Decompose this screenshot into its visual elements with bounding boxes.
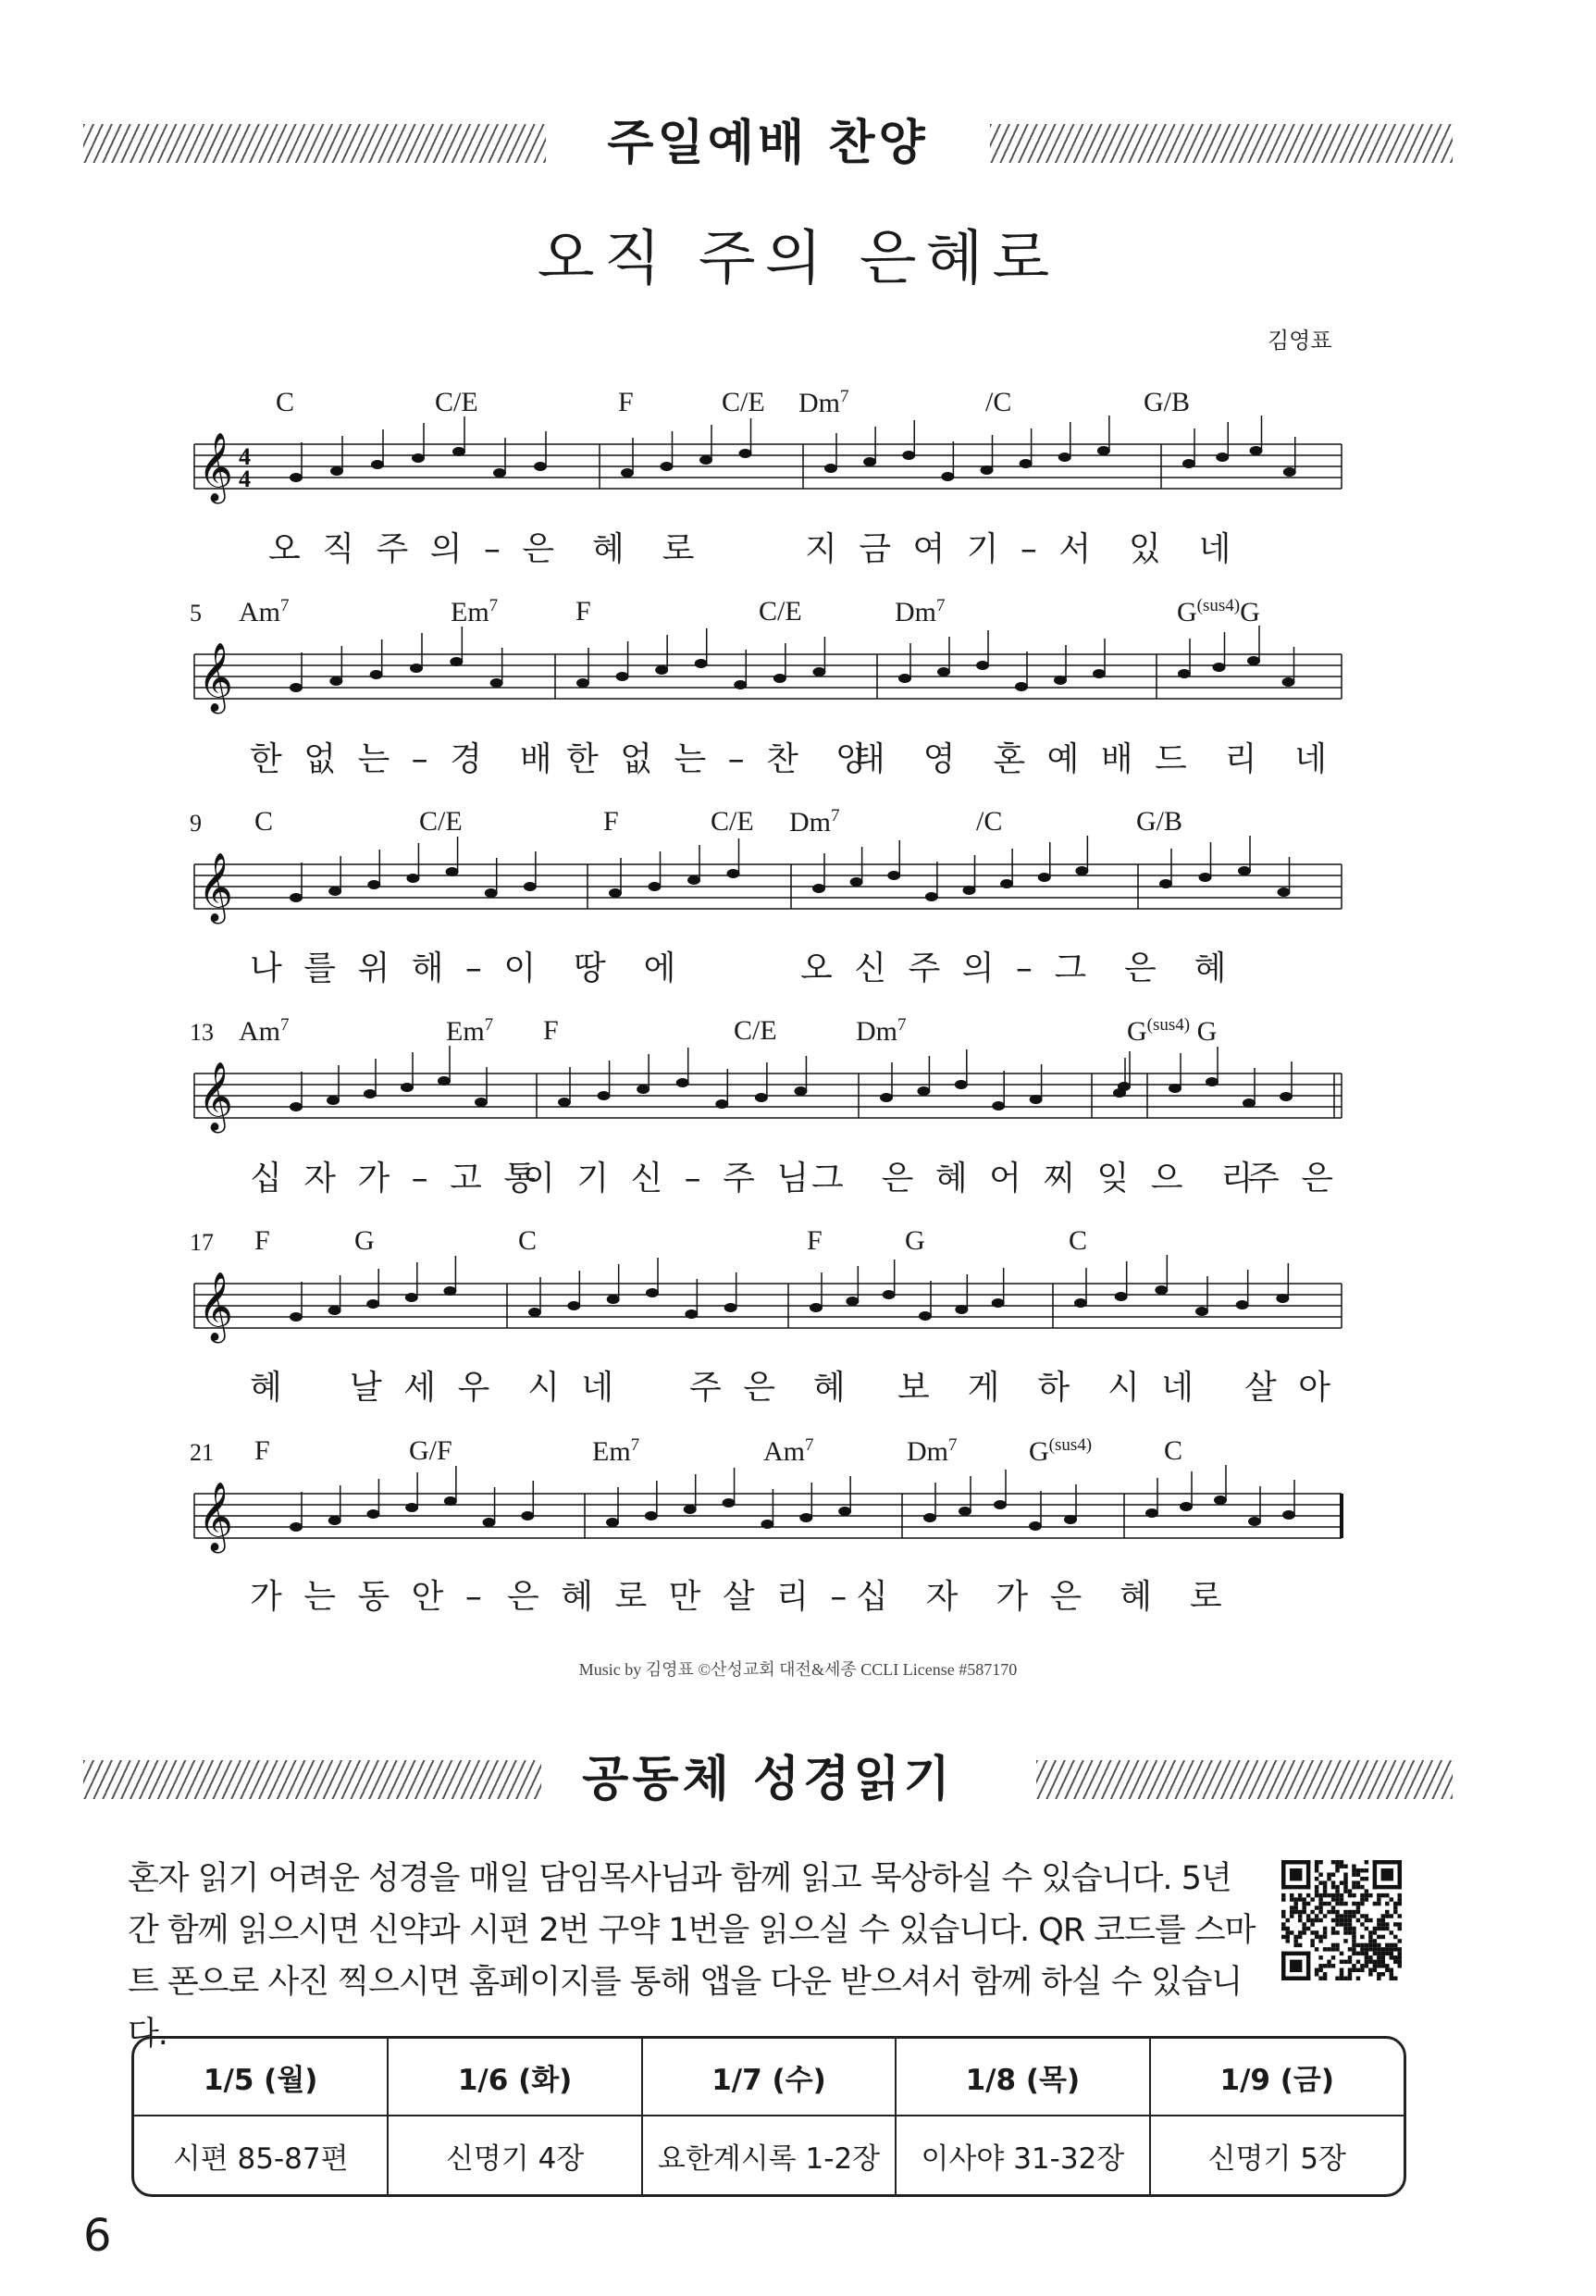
schedule-date: 1/7 (수) <box>642 2039 896 2116</box>
chord: Am$^7$ <box>763 1435 814 1467</box>
chord: F <box>618 387 634 417</box>
measure-number: 21 <box>190 1439 214 1466</box>
bible-reading-description: 혼자 읽기 어려운 성경을 매일 담임목사님과 함께 읽고 묵상하실 수 있습니다. 5년간 함께 읽으시면 신약과 시편 2번 구약 1번을 읽으실 수 있습니다. QR 코드를 스마트 폰으로 사진 찍으시면 홈페이지를 통해 앱을 다운 받으셔서 함께 하실 수 있습니다. <box>128 1860 1256 2053</box>
measure-number: 17 <box>190 1229 214 1256</box>
schedule-reading: 신명기 5장 <box>1150 2116 1404 2194</box>
chord: C <box>1069 1225 1088 1256</box>
schedule-reading: 시편 85-87편 <box>134 2116 388 2194</box>
chord: C <box>254 806 274 837</box>
measure-number: 9 <box>190 810 202 837</box>
svg-text:𝄞: 𝄞 <box>198 1062 233 1131</box>
chord: Dm$^7$ <box>907 1435 958 1467</box>
lyric-line: 나 를 위 해 – 이 땅 에 <box>250 949 682 987</box>
lyric-line: 지 금 여 기 – 서 있 네 <box>805 530 1237 568</box>
lyric-line: 십 자 가 – 고 통 <box>250 1160 542 1198</box>
measure-number: 5 <box>190 600 202 627</box>
chord: G/B <box>1136 806 1183 837</box>
copyright-credit: Music by 김영표 ©산성교회 대전&세종 CCLI License #587170 <box>578 1660 1018 1679</box>
lyric-line: 십 자 가 은 혜 로 <box>856 1578 1228 1616</box>
qr-code-icon[interactable] <box>1281 1860 1402 1980</box>
chord: Em$^7$ <box>446 1015 494 1047</box>
chord: Em$^7$ <box>451 596 499 627</box>
chord: C <box>518 1225 538 1256</box>
lyric-line: 주 은 <box>1247 1160 1339 1198</box>
chord: Am$^7$ <box>239 596 290 627</box>
chord: C/E <box>722 387 765 417</box>
chord: C <box>276 387 295 417</box>
lyric-line: 날 세 우 시 네 <box>350 1369 620 1407</box>
lyric-line: 은 혜 로 만 살 리 – <box>507 1578 853 1616</box>
chord: $G^{(sus4)}$ <box>1029 1435 1093 1467</box>
svg-text:𝄞: 𝄞 <box>198 433 233 502</box>
svg-text:4: 4 <box>239 465 251 492</box>
section-title: 공동체 성경읽기 <box>582 1752 954 1807</box>
schedule-reading: 요한계시록 1-2장 <box>642 2116 896 2194</box>
chord: Dm$^7$ <box>895 596 946 627</box>
chord: C/E <box>711 806 754 837</box>
lyric-line: 한 없 는 – 찬 양 <box>566 740 874 778</box>
schedule-date: 1/9 (금) <box>1150 2039 1404 2116</box>
schedule-reading: 이사야 31-32장 <box>896 2116 1149 2194</box>
page-number: 6 <box>83 2210 112 2262</box>
schedule-date: 1/6 (화) <box>388 2039 641 2116</box>
schedule-date: 1/5 (월) <box>134 2039 388 2116</box>
lyric-line: 한 없 는 – 경 배 <box>250 740 558 778</box>
lyric-line: 그 은 혜 어 찌 잊 으 리 <box>811 1160 1259 1198</box>
chord: F <box>543 1015 559 1046</box>
svg-text:𝄞: 𝄞 <box>198 1272 233 1341</box>
chord: Dm$^7$ <box>856 1015 907 1047</box>
chord: F <box>807 1225 823 1256</box>
chord: G <box>905 1225 925 1256</box>
reading-schedule-table <box>131 2036 1406 2197</box>
chord: F <box>254 1435 270 1466</box>
chord: F <box>575 596 591 627</box>
lyric-line: 주 은 혜 <box>689 1369 851 1407</box>
chord: Dm$^7$ <box>789 806 840 838</box>
schedule-date: 1/8 (목) <box>896 2039 1149 2116</box>
chord: $G^{(sus4)}$ G <box>1127 1015 1218 1047</box>
lyric-line: 이 기 신 – 주 님 <box>523 1160 815 1198</box>
chord: Dm$^7$ <box>798 387 849 418</box>
song-title: 오직 주의 은혜로 <box>537 225 1059 293</box>
lyric-line: 오 신 주 의 – 그 은 혜 <box>800 949 1232 987</box>
lyric-line: 내 영 혼 예 배 드 리 네 <box>853 740 1333 778</box>
measure-number: 13 <box>190 1019 214 1046</box>
svg-text:𝄞: 𝄞 <box>198 853 233 922</box>
section-header-bible-reading <box>83 1747 1453 1812</box>
chord: G <box>354 1225 375 1256</box>
chord: /C <box>976 806 1003 837</box>
lyric-line: 살 아 <box>1244 1369 1336 1407</box>
lyric-line: 가 는 동 안 – <box>250 1578 488 1616</box>
chord: G/F <box>409 1435 452 1466</box>
lyric-line: 혜 <box>250 1369 288 1407</box>
chord: $G^{(sus4)}G$ <box>1177 596 1260 627</box>
chord: C/E <box>435 387 478 417</box>
chord: F <box>254 1225 270 1256</box>
schedule-reading: 신명기 4장 <box>388 2116 641 2194</box>
chord: C/E <box>734 1015 777 1046</box>
chord: F <box>603 806 619 837</box>
chord: C <box>1164 1435 1183 1466</box>
section-title: 주일예배 찬양 <box>607 116 929 171</box>
chord: /C <box>985 387 1012 417</box>
chord: Am$^7$ <box>239 1015 290 1047</box>
svg-text:𝄞: 𝄞 <box>198 643 233 712</box>
chord: C/E <box>419 806 463 837</box>
svg-text:4: 4 <box>239 443 251 470</box>
lyric-line: 오 직 주 의 – 은 혜 로 <box>268 530 700 568</box>
svg-text:𝄞: 𝄞 <box>198 1483 233 1551</box>
composer: 김영표 <box>1268 328 1332 354</box>
lyric-line: 보 게 하 시 네 <box>897 1369 1199 1407</box>
chord: Em$^7$ <box>592 1435 640 1467</box>
chord: C/E <box>759 596 802 627</box>
chord: G/B <box>1144 387 1191 417</box>
